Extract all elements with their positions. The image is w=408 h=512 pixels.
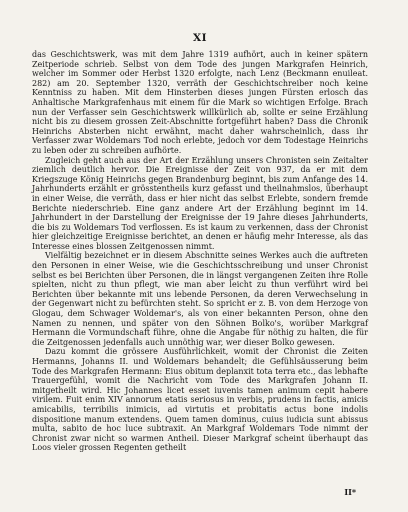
paragraph: Vielfältig bezeichnet er in diesem Abschnitte seines Werkes auch die auftreten den Personen in einer Weise, wie die Geschichtsschreibung und unser Chronist selbst es bei Berichten über Personen, die in längst vergangenen Zeiten ihre Rolle spielten, nicht zu thun pflegt, wie man aber leicht zu thun verführt wird bei Berichten über bekannte mit uns lebende Personen, da deren Verwechselung in der Gegenwart nicht zu befürchten steht. So spricht er z. B. von dem Herzoge von Glogau, dem Schwager Woldemar's, als von einer bekannten Person, ohne den Namen zu nennen, und später von den Söhnen Bolko's, worüber Markgraf Hermann die Vormundschaft führe, ohne die Angabe für nöthig zu halten, die für die Zeitgenossen jedenfalls auch unnöthig war, wer dieser Bolko gewesen. [32,251,368,347]
paragraph: das Geschichtswerk, was mit dem Jahre 1319 aufhört, auch in keiner spätern Zeitperiode schrieb. Selbst von dem Tode des jungen Markgrafen Heinrich, welcher im Sommer oder Herbst 1320 erfolgte, nach Lenz (Beckmann enuileat. 282) am 20. September 1320, verräth der Geschichtschreiber noch keine Kenntniss zu haben. Mit dem Hinsterben dieses jungen Fürsten erlosch das Anhaltische Markgrafenhaus mit einem für die Mark so wichtigen Erfolge. Brach nun der Verfasser sein Geschichtswerk willkürlich ab, sollte er seine Erzählung nicht bis zu diesem grossen Zeit-Abschnitte fortgeführt haben? Dass die Chronik Heinrichs Absterben nicht erwähnt, macht daher wahrscheinlich, dass ihr Verfasser zwar Woldemars Tod noch erlebte, jedoch vor dem Todestage Heinrichs zu leben oder zu schreiben aufhörte. [32,50,368,155]
page-number: XI [192,32,208,44]
signature-mark: II* [344,487,356,497]
paragraph: Zugleich geht auch aus der Art der Erzählung unsers Chronisten sein Zeitalter ziemlich deutlich hervor. Die Ereignisse der Zeit von 937, da er mit dem Kriegszuge König Heinrichs gegen Brandenburg beginnt, bis zum Anfange des 14. Jahrhunderts erzählt er grösstentheils kurz gefasst und theilnahmslos, überhaupt in einer Weise, die verräth, dass er hier nicht das selbst Erlebte, sondern fremde Berichte niederschrieb. Eine ganz andere Art der Erzählung beginnt im 14. Jahrhundert in der Darstellung der Ereignisse der 19 Jahre dieses Jahrhunderts, die bis zu Woldemars Tod verflossen. Es ist kaum zu verkennen, dass der Chronist hier gleichzeitige Ereignisse berichtet, an denen er häufig mehr Interesse, als das Interesse eines blossen Zeitgenossen nimmt. [32,155,368,251]
page-body [32,50,368,453]
paragraph: Dazu kommt die grössere Ausführlichkeit, womit der Chronist die Zeiten Hermanns, Johanns II. und Woldemars behandelt; die Gefühlsäusserung beim Tode des Markgrafen Hermann: Eius obitum deplanxit tota terra etc., das lebhafte Trauergefühl, womit die Nachricht vom Tode des Markgrafen Johann II. mitgetheilt wird. Hic Johannes licet esset iuvenis tamen animum cepit habere virilem. Fuit enim XIV annorum etatis seriosus in verbis, prudens in factis, amicis amicabilis, terribilis inimicis, ad virtutis et probitatis actus bone indolis dispositione manum extendens. Quem tamen dominus, cuius iudicia sunt abissus multa, sabito de hoc luce subtraxit. An Markgraf Woldemars Tode nimmt der Chronist zwar nicht so warmen Antheil. Dieser Markgraf scheint überhaupt das Loos vieler grossen Regenten getheilt [32,347,368,453]
